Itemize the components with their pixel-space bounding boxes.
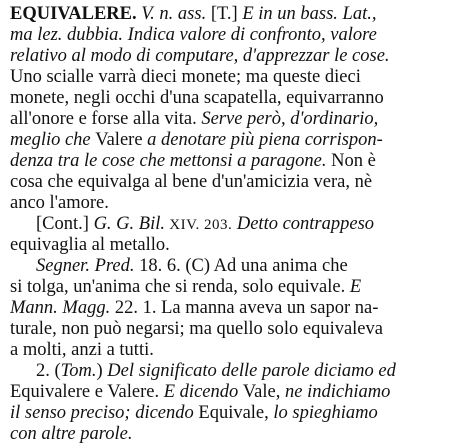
entry-headword: EQUIVALERE. bbox=[10, 4, 137, 24]
entry-text: all'onore e forse alla vita. bbox=[10, 109, 202, 129]
entry-text: Valere bbox=[95, 130, 143, 150]
entry-line-21 bbox=[10, 422, 460, 446]
entry-text: Uno scialle varrà dieci monete; ma queste dieci bbox=[10, 67, 361, 87]
citation-source: Tom. bbox=[60, 361, 97, 381]
entry-text: 18. 6. (C) Ad una anima che bbox=[134, 256, 348, 276]
entry-text: a denotare più piena corrispon- bbox=[142, 130, 383, 150]
citation-source: G. G. Bil. bbox=[93, 214, 165, 234]
entry-text: E bbox=[349, 277, 362, 297]
entry-text: ) bbox=[96, 361, 108, 381]
entry-text: 22. 1. La manna aveva un sapor na- bbox=[110, 298, 379, 318]
citation-source: Mann. Magg. bbox=[10, 298, 111, 318]
entry-text: Serve però, d'ordinario, bbox=[201, 109, 379, 129]
entry-text: ne indichiamo bbox=[280, 382, 391, 402]
entry-text: E in un bass. Lat., bbox=[237, 4, 377, 24]
entry-text: Non è bbox=[326, 151, 376, 171]
citation-source: Segner. Pred. bbox=[36, 256, 135, 276]
entry-text: equivaglia al metallo. bbox=[10, 235, 170, 255]
entry-text: ma lez. dubbia. Indica valore di confronto, valore bbox=[10, 25, 377, 45]
entry-text: lo spieghiamo bbox=[268, 403, 378, 423]
entry-text: cosa che equivalga al bene d'un'amicizia vera, nè bbox=[10, 172, 373, 192]
entry-text: con altre parole. bbox=[10, 424, 133, 444]
entry-text: Del significato delle parole diciamo ed bbox=[107, 361, 396, 381]
entry-text: Vale, bbox=[242, 382, 281, 402]
entry-text: V. n. ass. bbox=[136, 4, 211, 24]
entry-text: [Cont.] bbox=[36, 214, 94, 234]
entry-text: Detto contrappeso bbox=[232, 214, 375, 234]
entry-text: Equivalere e Valere. bbox=[10, 382, 164, 402]
entry-text: il senso preciso; dicendo bbox=[10, 403, 199, 423]
entry-text: monete, negli occhi d'una scapatella, equivarranno bbox=[10, 88, 384, 108]
entry-text: 2. ( bbox=[36, 361, 61, 381]
entry-text: meglio che bbox=[10, 130, 96, 150]
entry-text: turale, non può negarsi; ma quello solo equivaleva bbox=[10, 319, 383, 339]
citation-ref: XIV. 203. bbox=[165, 217, 233, 233]
entry-text: E dicendo bbox=[163, 382, 243, 402]
entry-text: relativo al modo di computare, d'apprezzar le cose. bbox=[10, 46, 390, 66]
entry-text: Equivale, bbox=[198, 403, 269, 423]
entry-text: [T.] bbox=[210, 4, 238, 24]
entry-text: denza tra le cose che mettonsi a paragone. bbox=[10, 151, 327, 171]
entry-text: anco l'amore. bbox=[10, 193, 109, 213]
entry-text: a molti, anzi a tutti. bbox=[10, 340, 154, 360]
entry-text: si tolga, un'anima che si renda, solo equivale. bbox=[10, 277, 350, 297]
